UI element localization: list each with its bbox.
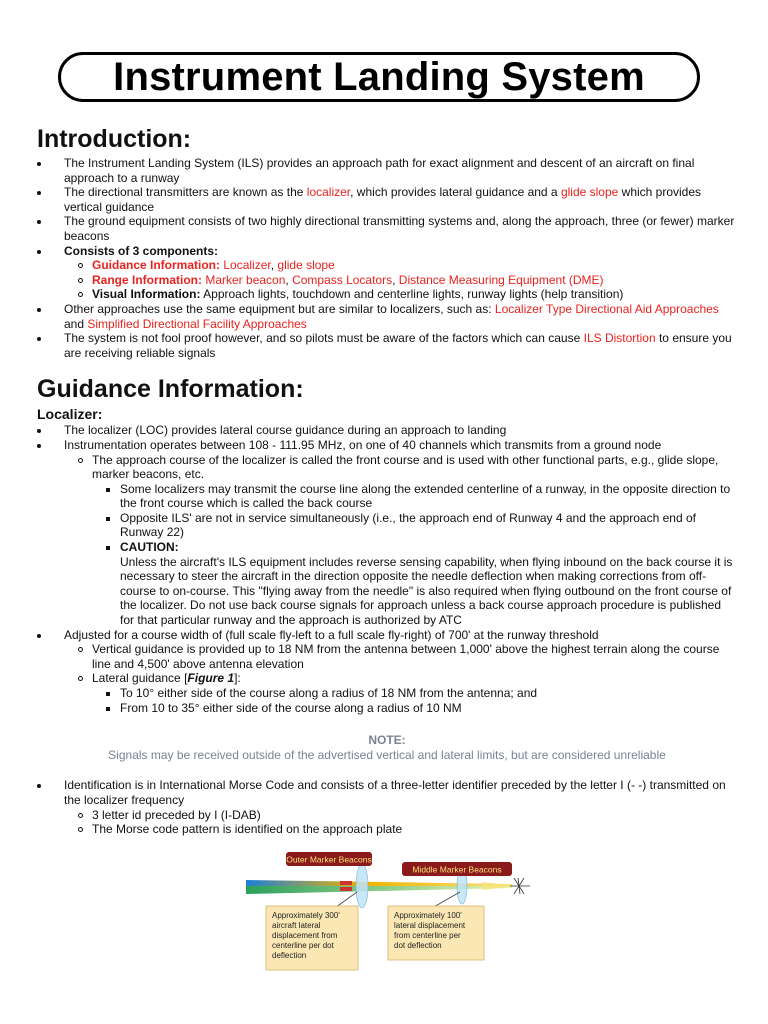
guidance-label: Guidance Information: [92,258,221,273]
section-heading-guidance: Guidance Information: [37,375,304,404]
visual-label: Visual Information: [92,287,201,302]
callout-outer-text: Approximately 300' aircraft lateral displacement from centerline per dot deflection [272,911,340,960]
text: The system is not fool proof however, and so pilots must be aware of the factors which can cause [64,331,584,346]
text: Consists of 3 components: [64,243,219,258]
outer-marker-label: Outer Marker Beacons [286,854,372,865]
list-item: 3 letter id preceded by I (I-DAB) [64,808,737,823]
components-list [64,258,737,302]
list-item [37,244,737,302]
link-compass-locators[interactable]: Compass Locators [292,272,393,287]
sub-list [64,453,737,628]
list-item: The localizer (LOC) provides lateral course guidance during an approach to landing [37,423,737,438]
list-item [37,185,737,214]
text: The directional transmitters are known as the [64,185,307,200]
outer-marker-beacon-icon [340,881,352,885]
list-item [37,438,737,628]
list-item: From 10 to 35° either side of the course along a radius of 10 NM [92,701,737,716]
identification-list [37,778,737,836]
text: Approach lights, touchdown and centerline lights, runway lights (help transition) [200,287,624,302]
text: which provides vertical guidance [64,185,702,214]
list-item: Opposite ILS' are not in service simultaneously (i.e., the approach end of Runway 4 and the approach end of Runway 22) [92,511,737,540]
text: to ensure you are receiving reliable signals [64,331,732,360]
localizer-figure [242,842,532,982]
list-item [37,302,737,331]
section-heading-introduction: Introduction: [37,125,192,153]
text: Lateral guidance [ [92,671,188,686]
link-ils-distortion[interactable]: ILS Distortion [583,331,656,346]
list-item [92,540,737,628]
link-dme[interactable]: Distance Measuring Equipment (DME) [398,272,604,287]
list-item [37,778,737,836]
separator: , [392,272,399,287]
link-localizer[interactable]: localizer [306,185,351,200]
sub-list [64,808,737,837]
range-label: Range Information: [92,272,202,287]
note-text: Signals may be received outside of the advertised vertical and lateral limits, but are considered unreliable [108,747,666,762]
text: Identification is in International Morse Code and consists of a three-letter identifier preceded by the letter I (- -) transmitted on the localizer frequency [64,778,726,807]
outer-marker-beacon-icon [340,887,352,891]
list-item [37,331,737,360]
text: The ground equipment consists of two highly directional transmitting systems and, along the approach, three (or fewer) marker beacons [64,214,735,243]
text: ]: [234,671,241,686]
list-item [37,214,737,243]
callout-middle-text: Approximately 100' lateral displacement from centerline per dot deflection [394,911,466,950]
outer-marker-lobe [356,864,368,908]
separator: , [270,258,278,273]
subheading-localizer: Localizer: [37,406,103,423]
text: The Instrument Landing System (ILS) provides an approach path for exact alignment and descent of an aircraft on final approach to a runway [64,156,695,185]
caution-text: Unless the aircraft's ILS equipment includes reverse sensing capability, when flying inbound on the back course it is necessary to steer the aircraft in the direction opposite the needle deflection when making corrections from off-course to on-course. This "flying away from the needle" is also required when flying outbound on the front course of the localizer. Do not use back course signals for approach unless a back course approach procedure is published for that particular runway and the approach is authorized by ATC [120,554,733,628]
link-localizer-2[interactable]: Localizer [223,258,271,273]
text: Instrumentation operates between 108 - 111.95 MHz, on one of 40 channels which transmits from a ground node [64,437,662,452]
list-item [64,273,737,288]
note-label: NOTE: [368,733,406,748]
list-item [64,671,737,715]
figure-reference[interactable]: Figure 1 [187,671,235,686]
list-item [64,258,737,273]
title-box [58,52,700,102]
page-title: Instrument Landing System [113,54,645,99]
link-glide-slope[interactable]: glide slope [560,185,619,200]
text: Adjusted for a course width of (full scale fly-left to a full scale fly-right) of 700' at the runway threshold [64,627,599,642]
caution-label: CAUTION: [120,540,179,555]
list-item [64,453,737,628]
text: Other approaches use the same equipment but are similar to localizers, such as: [64,301,495,316]
link-sdfa[interactable]: Simplified Directional Facility Approaches [87,316,307,331]
list-item [37,628,737,716]
list-item: Some localizers may transmit the course line along the extended centerline of a runway, in the opposite direction to the front course which is called the back course [92,482,737,511]
list-item: To 10° either side of the course along a radius of 18 NM from the antenna; and [92,686,737,701]
separator: , [285,272,293,287]
localizer-beam-upper [246,880,512,886]
link-marker-beacon[interactable]: Marker beacon [205,272,286,287]
text: and [64,316,88,331]
list-item [64,287,737,302]
content [37,122,737,837]
list-item [37,156,737,185]
link-ldaa[interactable]: Localizer Type Directional Aid Approaches [494,301,719,316]
localizer-list [37,423,737,715]
antenna-icon [510,878,530,894]
localizer-beam-lower [246,886,512,894]
link-glide-slope-2[interactable]: glide slope [277,258,335,273]
note-block [37,733,737,762]
sub-sub-list [92,686,737,715]
middle-marker-label: Middle Marker Beacons [412,864,502,875]
text: The approach course of the localizer is called the front course and is used with other functional parts, e.g., glide slope, marker beacons, etc. [92,452,719,482]
list-item: Vertical guidance is provided up to 18 NM from the antenna between 1,000' above the highest terrain along the course line and 4,500' above antenna elevation [64,642,737,671]
intro-list [37,156,737,360]
text: , which provides lateral guidance and a [350,185,561,200]
sub-sub-list [92,482,737,628]
list-item: The Morse code pattern is identified on the approach plate [64,822,737,837]
sub-list [64,642,737,715]
